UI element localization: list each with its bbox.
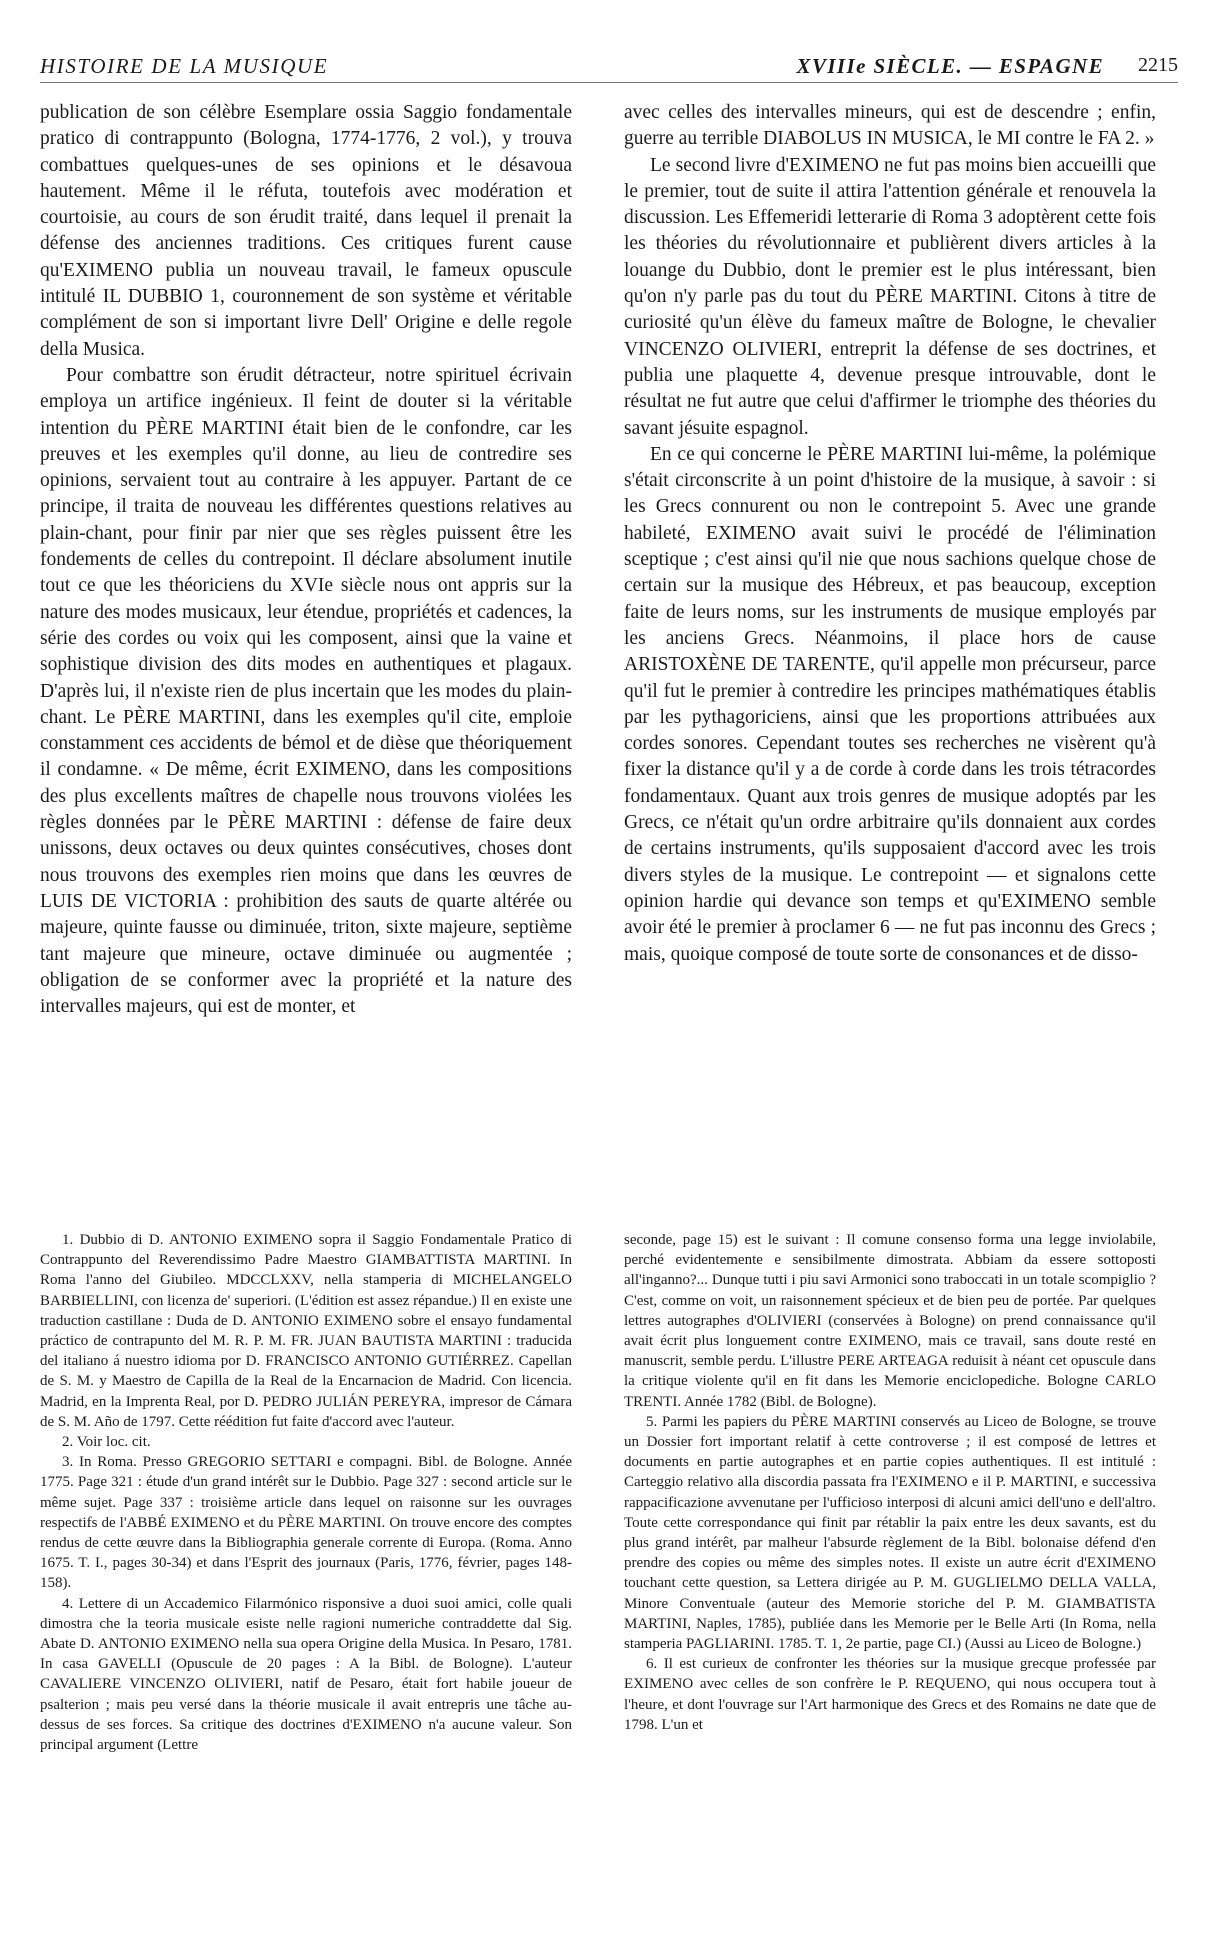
footnotes-right — [624, 1230, 1156, 1735]
body-paragraph: Pour combattre son érudit détracteur, notre spirituel écrivain employa un artifice ingénieux. Il feint de douter si la véritable intention du PÈRE MARTINI était bien de le confondre, car les preuves et les exemples qu'il donne, au lieu de contredire ses opinions, servaient tout au contraire à les appuyer. Partant de ce principe, il traita de nouveau les différentes questions relatives au plain-chant, pour finir par nier que ses règles puissent être les fondements de celles du contrepoint. Il déclare absolument inutile tout ce que les théoriciens du XVIe siècle nous ont appris sur la nature des modes musicaux, leur étendue, propriétés et cadences, la série des cordes ou voix qui les composent, ainsi que la vaine et sophistique division des dits modes en authentiques et plagaux. D'après lui, il n'existe rien de plus incertain que les modes du plain-chant. Le PÈRE MARTINI, dans les exemples qu'il cite, emploie constamment ces accidents de bémol et de dièse que théoriquement il condamne. « De même, écrit EXIMENO, dans les compositions des plus excellents maîtres de chapelle nous trouvons violées les règles données par le PÈRE MARTINI : défense de faire deux unissons, deux octaves ou deux quintes consécutives, choses dont nous trouvons des exemples rien moins que dans les œuvres de LUIS DE VICTORIA : prohibition des sauts de quarte altérée ou majeure, quinte fausse ou diminuée, triton, sixte majeure, septième tant majeure que mineure, octave diminuée ou augmentée ; obligation de se conformer avec la propriété et la nature des intervalles majeurs, qui est de monter, et — [40, 364, 572, 1018]
footnote-continuation: seconde, page 15) est le suivant : Il comune consenso forma una legge inviolabile, perché evidentemente e sensibilmente dimostrata. Abbiam da essere sottoposti all'inganno?... Dunque tutti i piu savi Armonici sono traboccati in un totale scompiglio ? C'est, comme on voit, un raisonnement spécieux et de bien peu de portée. Par quelques lettres autographes d'OLIVIERI (conservées à Bologne) on prend connaissance qu'il avait écrit plus longuement contre EXIMENO, mais ce travail, sans doute resté en manuscrit, semble perdu. L'illustre PERE ARTEAGA reduisit à néant cet opuscule dans la critique violente qu'il en fit dans les Memorie enciclopediche. Bologne CARLO TRENTI. Année 1782 (Bibl. de Bologne). — [624, 1232, 1156, 1410]
footnote: 5. Parmi les papiers du PÈRE MARTINI conservés au Liceo de Bologne, se trouve un Dossier fort important relatif à cette controverse ; il est composé de lettres et documents en partie autographes et en partie copies authentiques. Il est intitulé : Carteggio relativo alla discordia passata fra l'EXIMENO e il P. MARTINI, e successiva rappacificazione avvenutane per l'ufficioso interposi di alcuni amici dell'uno e dell'altro. Toute cette correspondance qui finit par rétablir la paix entre les deux savants, est du plus grand intérêt, par malheur l'absurde règlement de la Bibl. bolonaise défend d'en prendre des copies ou même des simples notes. Il existe un autre écrit d'EXIMENO touchant cette question, sa Lettera dirigée au P. M. GUGLIELMO DELLA VALLA, Minore Conventuale (auteur des Memorie storiche del P. M. GIAMBATISTA MARTINI, Naples, 1785), publiée dans les Memorie per le Belle Arti (In Roma, nella stamperia PAGLIARINI. 1785. T. 1, 2e partie, page CI.) (Aussi au Liceo de Bologne.) — [624, 1413, 1156, 1653]
footnote: 3. In Roma. Presso GREGORIO SETTARI e compagni. Bibl. de Bologne. Année 1775. Page 321 : étude d'un grand intérêt sur le Dubbio. Page 327 : second article sur le même sujet. Page 337 : troisième article dans lequel on raisonne sur les ouvrages respectifs de l'ABBÉ EXIMENO et du PÈRE MARTINI. On trouve encore des comptes rendus de cette œuvre dans la Bibliographia generale corrente di Europa. (Roma. Anno 1675. T. I., pages 30-34) et dans l'Esprit des journaux (Paris, 1776, février, pages 148-158). — [40, 1454, 572, 1592]
footnotes-left — [40, 1230, 572, 1755]
page-number: 2215 — [1138, 54, 1178, 76]
body-paragraph: publication de son célèbre Esemplare ossia Saggio fondamentale pratico di contrappunto (Bologna, 1774-1776, 2 vol.), y trouva combattues quelques-unes de ses opinions et le désavoua hautement. Même il le réfuta, toutefois avec modération et courtoisie, au cours de son érudit traité, dans lequel il prenait la défense des anciennes traditions. Ces critiques furent cause qu'EXIMENO publia un nouveau travail, le fameux opuscule intitulé IL DUBBIO 1, couronnement de son système et véritable complément de son si important livre Dell' Origine e delle regole della Musica. — [40, 102, 572, 360]
footnote: 6. Il est curieux de confronter les théories sur la musique grecque professée par EXIMENO avec celles de son confrère le P. REQUENO, qui nous occupera tout à l'heure, et dont l'ouvrage sur l'Art harmonique des Grecs et des Romains ne date que de 1798. L'un et — [624, 1656, 1156, 1733]
body-paragraph: En ce qui concerne le PÈRE MARTINI lui-même, la polémique s'était circonscrite à un point d'histoire de la musique, à savoir : si les Grecs connurent ou non le contrepoint 5. Avec une grande habileté, EXIMENO avait suivi le procédé de l'élimination sceptique ; c'est ainsi qu'il nie que nous sachions quelque chose de certain sur la musique des Hébreux, et pas beaucoup, exception faite de leurs noms, sur les instruments de musique employés par les anciens Grecs. Néanmoins, il place hors de cause ARISTOXÈNE DE TARENTE, qu'il appelle mon précurseur, parce qu'il fut le premier à contredire les principes mathématiques établis par les pythagoriciens, ainsi que les proportions attribuées aux cordes sonores. Cependant toutes ses recherches ne visèrent qu'à fixer la distance qu'il y a de corde à corde dans les trois tétracordes fondamentaux. Quant aux trois genres de musique adoptés par les Grecs, ce n'était qu'un ordre arbitraire qu'ils donnaient aux cordes de certains instruments, qu'ils supposaient d'accord avec les trois divers styles de la musique. Le contrepoint — et signalons cette opinion hardie qui devance son temps et qu'EXIMENO semble avoir été le premier à proclamer 6 — ne fut pas inconnu des Grecs ; mais, quoique composé de toute sorte de consonances et de disso- — [624, 443, 1156, 965]
footnote: 4. Lettere di un Accademico Filarmónico risponsive a duoi suoi amici, colle quali dimostra che la teoria musicale esiste nelle ragioni numeriche contraddette dal Sig. Abate D. ANTONIO EXIMENO nella sua opera Origine della Musica. In Pesaro, 1781. In casa GAVELLI (Opuscule de 20 pages : A la Bibl. de Bologne). L'auteur CAVALIERE VINCENZO OLIVIERI, natif de Pesaro, était fort habile joueur de psalterion ; mais peu versé dans la théorie musicale il avait entrepris une tâche au-dessus de ses forces. Sa critique des doctrines d'EXIMENO n'a aucune valeur. Son principal argument (Lettre — [40, 1595, 572, 1754]
body-column-right — [624, 100, 1156, 968]
header-section-title: XVIIIe SIÈCLE. — ESPAGNE — [796, 54, 1104, 78]
header-book-title: HISTOIRE DE LA MUSIQUE — [40, 54, 329, 78]
footnote: 1. Dubbio di D. ANTONIO EXIMENO sopra il Saggio Fondamentale Pratico di Contrappunto del Reverendissimo Padre Maestro GIAMBATTISTA MARTINI. In Roma l'anno del Giubileo. MDCCLXXV, nella stamperia di MICHELANGELO BARBIELLINI, con licenza de' superiori. (L'édition est assez répandue.) Il en existe une traduction castillane : Duda de D. ANTONIO EXIMENO sobre el ensayo fundamental práctico de contrapunto del M. R. P. M. FR. JUAN BAUTISTA MARTINI : traducida del italiano á nuestro idioma por D. FRANCISCO ANTONIO GUTIÉRREZ. Capellan de S. M. y Maestro de Capilla de la Real de la Encarnacion de Madrid. Con licencia. Madrid, en la Imprenta Real, por D. PEDRO JULIÁN PEREYRA, impresor de Cámara de S. M. Año de 1797. Cette réédition fut faite d'accord avec l'auteur. — [40, 1232, 572, 1430]
running-header — [40, 54, 1178, 83]
footnote: 2. Voir loc. cit. — [62, 1434, 151, 1451]
body-paragraph: avec celles des intervalles mineurs, qui est de descendre ; enfin, guerre au terrible DIABOLUS IN MUSICA, le MI contre le FA 2. » — [624, 102, 1156, 150]
body-paragraph: Le second livre d'EXIMENO ne fut pas moins bien accueilli que le premier, tout de suite il attira l'attention générale et renouvela la discussion. Les Effemeridi letterarie di Roma 3 adoptèrent cette fois les théories du révolutionnaire et publièrent divers articles à la louange du Dubbio, dont le premier est le plus intéressant, bien qu'on n'y parle pas du tout du PÈRE MARTINI. Citons à titre de curiosité qu'un élève du fameux maître de Bologne, le chevalier VINCENZO OLIVIERI, entreprit la défense de ses doctrines, et publia une plaquette 4, devenue presque introuvable, dont le résultat ne fut autre que celui d'affirmer le triomphe des théories du savant jésuite espagnol. — [624, 154, 1156, 439]
body-column-left — [40, 100, 572, 1020]
